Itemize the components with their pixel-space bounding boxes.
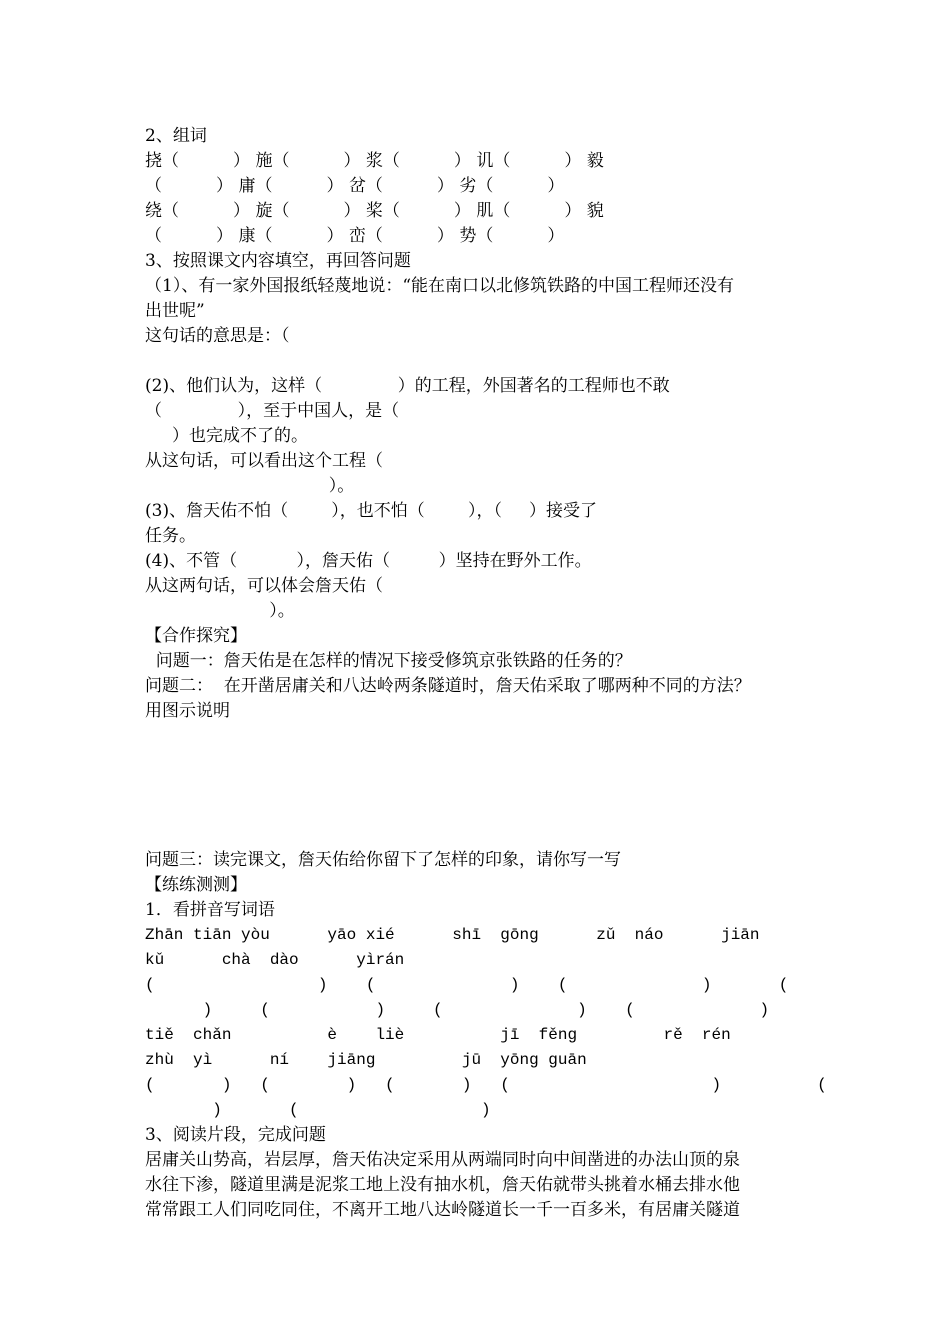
question-3-text-cont: 任务。 xyxy=(145,526,196,546)
answer-blanks-row-4: ) ( ) xyxy=(145,1101,491,1119)
section-3-heading: 3、按照课文内容填空，再回答问题 xyxy=(145,251,411,271)
reading-passage-line-3: 常常跟工人们同吃同住，不离开工地八达岭隧道长一千一百多米，有居庸关隧道 xyxy=(145,1200,740,1220)
pinyin-row-3: tiě chǎn è liè jī fěng rě rén xyxy=(145,1026,731,1044)
word-group-row-4: （ ） 康（ ） 峦（ ） 势（ ） xyxy=(145,226,565,246)
word-group-row-3: 绕（ ） 旋（ ） 桨（ ） 肌（ ） 貌 xyxy=(145,201,604,221)
pinyin-row-2: kǔ chà dào yìrán xyxy=(145,951,405,969)
question-2-text: (2)、他们认为，这样（ ）的工程，外国著名的工程师也不敢 xyxy=(145,376,670,396)
cooperative-inquiry-heading: 【合作探究】 xyxy=(145,626,247,646)
answer-blanks-row-3: ( ) ( ) ( ) ( ) ( xyxy=(145,1076,827,1094)
pinyin-row-4: zhù yì ní jiāng jū yōng guān xyxy=(145,1051,587,1069)
inquiry-question-1: 问题一：詹天佑是在怎样的情况下接受修筑京张铁路的任务的？ xyxy=(145,651,632,671)
pinyin-exercise-heading: 1．看拼音写词语 xyxy=(145,900,275,920)
pinyin-row-1: Zhān tiān yòu yāo xié shī gōng zǔ náo jiān xyxy=(145,926,760,944)
question-1-meaning: 这句话的意思是：（ xyxy=(145,326,290,346)
question-1-text-cont: 出世呢” xyxy=(145,301,205,321)
question-4-text: (4)、不管（ ），詹天佑（ ）坚持在野外工作。 xyxy=(145,551,592,571)
question-2-text-cont: （ ），至于中国人，是（ xyxy=(145,401,400,421)
question-1-text: （1）、有一家外国报纸轻蔑地说：“能在南口以北修筑铁路的中国工程师还没有 xyxy=(145,276,735,296)
reading-passage-line-2: 水往下渗，隧道里满是泥浆工地上没有抽水机，詹天佑就带头挑着水桶去排水他 xyxy=(145,1175,740,1195)
section-2-heading: 2、组词 xyxy=(145,126,207,146)
practice-heading: 【练练测测】 xyxy=(145,875,247,895)
answer-blanks-row-1: ( ) ( ) ( ) ( xyxy=(145,976,789,994)
reading-passage-line-1: 居庸关山势高，岩层厚，詹天佑决定采用从两端同时向中间凿进的办法山顶的泉 xyxy=(145,1150,740,1170)
question-2-inference: 从这句话，可以看出这个工程（ xyxy=(145,451,383,471)
question-2-text-end: ）也完成不了的。 xyxy=(145,426,309,446)
question-4-inference-blank: ）。 xyxy=(145,601,295,621)
reading-heading: 3、阅读片段，完成问题 xyxy=(145,1125,326,1145)
inquiry-question-2: 问题二： 在开凿居庸关和八达岭两条隧道时，詹天佑采取了哪两种不同的方法？ xyxy=(145,676,751,696)
word-group-row-2: （ ） 庸（ ） 岔（ ） 劣（ ） xyxy=(145,176,565,196)
inquiry-question-2-cont: 用图示说明 xyxy=(145,701,230,721)
answer-blanks-row-2: ) ( ) ( ) ( ) xyxy=(145,1001,770,1019)
word-group-row-1: 挠（ ） 施（ ） 浆（ ） 讥（ ） 毅 xyxy=(145,151,604,171)
question-2-inference-blank: ）。 xyxy=(145,476,355,496)
inquiry-question-3: 问题三：读完课文，詹天佑给你留下了怎样的印象，请你写一写 xyxy=(145,850,621,870)
question-4-inference: 从这两句话，可以体会詹天佑（ xyxy=(145,576,383,596)
question-3-text: (3)、詹天佑不怕（ ），也不怕（ ），（ ）接受了 xyxy=(145,501,598,521)
